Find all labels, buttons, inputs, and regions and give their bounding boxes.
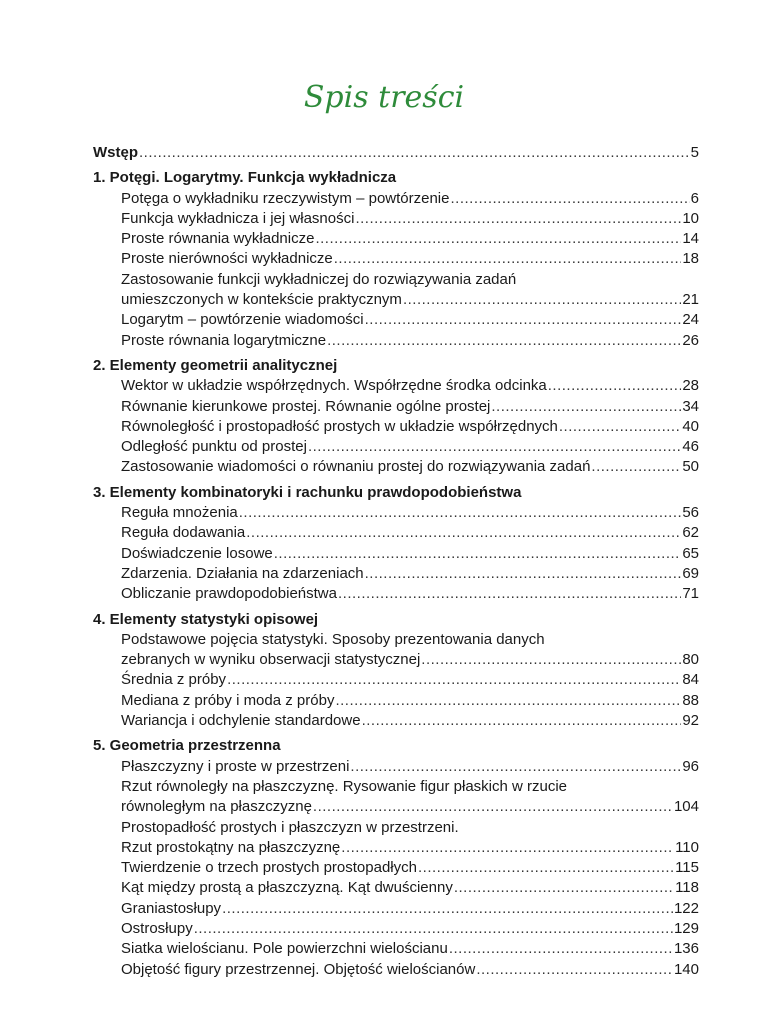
table-of-contents	[93, 143, 699, 980]
dot-leader	[559, 417, 681, 437]
toc-item-label: Proste równania wykładnicze	[121, 230, 315, 248]
toc-item-label: Reguła mnożenia	[121, 504, 238, 522]
dot-leader	[308, 437, 681, 457]
toc-item-label: Doświadczenie losowe	[121, 544, 273, 562]
dot-leader	[194, 919, 673, 939]
page-number: 115	[675, 859, 699, 877]
toc-item-label: Ostrosłupy	[121, 919, 193, 937]
dot-leader	[454, 878, 674, 898]
toc-item[interactable]	[93, 670, 699, 690]
dot-leader	[450, 189, 689, 209]
toc-item-label: Kąt między prostą a płaszczyzną. Kąt dwuścienny	[121, 879, 453, 897]
page-number: 88	[682, 691, 699, 709]
toc-item[interactable]	[93, 290, 699, 310]
page-number: 80	[682, 651, 699, 669]
page-number: 28	[682, 377, 699, 395]
toc-item[interactable]	[93, 797, 699, 817]
toc-item-label: umieszczonych w kontekście praktycznym	[121, 291, 402, 309]
dot-leader	[403, 290, 681, 310]
toc-item-label: równoległym na płaszczyznę	[121, 798, 312, 816]
dot-leader	[449, 939, 673, 959]
toc-item-line[interactable]: Podstawowe pojęcia statystyki. Sposoby prezentowania danych	[121, 630, 545, 648]
toc-item[interactable]	[93, 503, 699, 523]
toc-item[interactable]	[93, 899, 699, 919]
toc-item-label: Reguła dodawania	[121, 524, 246, 542]
page-number: 18	[682, 250, 699, 268]
toc-intro-label: Wstęp	[93, 144, 138, 161]
toc-item[interactable]	[93, 310, 699, 330]
dot-leader	[421, 650, 681, 670]
dot-leader	[222, 899, 673, 919]
dot-leader	[365, 310, 682, 330]
dot-leader	[139, 143, 690, 163]
page-number: 6	[690, 189, 699, 207]
page-number: 92	[682, 712, 699, 730]
toc-item-line[interactable]: Zastosowanie funkcji wykładniczej do rozwiązywania zadań	[121, 270, 517, 288]
toc-item-label: Proste nierówności wykładnicze	[121, 250, 333, 268]
page-number: 129	[673, 919, 699, 937]
dot-leader	[334, 249, 682, 269]
toc-item-line[interactable]: Prostopadłość prostych i płaszczyzn w przestrzeni.	[121, 818, 459, 836]
page-number: 24	[682, 311, 699, 329]
toc-item-label: Twierdzenie o trzech prostych prostopadłych	[121, 859, 417, 877]
toc-item-label: Logarytm – powtórzenie wiadomości	[121, 311, 364, 329]
toc-item[interactable]	[93, 939, 699, 959]
page-number: 84	[682, 671, 699, 689]
page-number: 10	[682, 209, 699, 227]
toc-item-label: Zdarzenia. Działania na zdarzeniach	[121, 564, 364, 582]
toc-item-label: Obliczanie prawdopodobieństwa	[121, 585, 337, 603]
toc-item[interactable]	[93, 960, 699, 980]
dot-leader	[313, 797, 673, 817]
dot-leader	[362, 711, 682, 731]
toc-item-label: Funkcja wykładnicza i jej własności	[121, 209, 355, 227]
toc-item[interactable]	[93, 417, 699, 437]
page-number: 46	[682, 438, 699, 456]
toc-intro[interactable]	[93, 143, 699, 163]
toc-item-label: Graniastosłupy	[121, 899, 222, 917]
page-number: 122	[673, 899, 699, 917]
toc-item-label: Siatka wielościanu. Pole powierzchni wielościanu	[121, 940, 448, 958]
page-number: 69	[682, 564, 699, 582]
toc-item[interactable]	[93, 858, 699, 878]
toc-item-label: Zastosowanie wiadomości o równaniu prostej do rozwiązywania zadań	[121, 458, 591, 476]
toc-item-label: Mediana z próby i moda z próby	[121, 691, 335, 709]
dot-leader	[418, 858, 674, 878]
dot-leader	[350, 757, 681, 777]
toc-item[interactable]	[93, 919, 699, 939]
toc-item[interactable]	[93, 229, 699, 249]
toc-item[interactable]	[93, 564, 699, 584]
toc-item[interactable]	[93, 757, 699, 777]
toc-item[interactable]	[93, 691, 699, 711]
page-number: 96	[682, 757, 699, 775]
page-number: 110	[675, 838, 699, 856]
page-number: 62	[682, 524, 699, 542]
toc-item-label: Wektor w układzie współrzędnych. Współrzędne środka odcinka	[121, 377, 547, 395]
dot-leader	[239, 503, 682, 523]
toc-item-label: Odległość punktu od prostej	[121, 438, 307, 456]
toc-item[interactable]	[93, 650, 699, 670]
dot-leader	[591, 457, 681, 477]
page-number: 21	[682, 291, 699, 309]
dot-leader	[274, 544, 682, 564]
dot-leader	[315, 229, 681, 249]
chapter-title[interactable]: 2. Elementy geometrii analitycznej	[93, 356, 338, 374]
page-number: 65	[682, 544, 699, 562]
chapter-title[interactable]: 3. Elementy kombinatoryki i rachunku prawdopodobieństwa	[93, 483, 522, 501]
dot-leader	[548, 376, 682, 396]
page-number: 71	[682, 585, 699, 603]
chapter-title[interactable]: 1. Potęgi. Logarytmy. Funkcja wykładnicza	[93, 169, 397, 187]
chapter-title[interactable]: 4. Elementy statystyki opisowej	[93, 610, 319, 628]
toc-item-label: Objętość figury przestrzennej. Objętość wielościanów	[121, 960, 476, 978]
toc-item-label: Potęga o wykładniku rzeczywistym – powtórzenie	[121, 189, 450, 207]
page-number: 118	[675, 879, 699, 897]
page-number: 56	[682, 504, 699, 522]
toc-item[interactable]	[93, 711, 699, 731]
toc-item-label: Równanie kierunkowe prostej. Równanie ogólne prostej	[121, 397, 491, 415]
toc-item[interactable]	[93, 878, 699, 898]
page-number: 26	[682, 331, 699, 349]
toc-item[interactable]	[93, 249, 699, 269]
page-number: 140	[673, 960, 699, 978]
toc-item-label: Równoległość i prostopadłość prostych w układzie współrzędnych	[121, 417, 558, 435]
page-number: 40	[682, 417, 699, 435]
page-number: 34	[682, 397, 699, 415]
toc-item-label: zebranych w wyniku obserwacji statystycznej	[121, 651, 421, 669]
page-number: 136	[673, 940, 699, 958]
dot-leader	[246, 523, 681, 543]
dot-leader	[365, 564, 682, 584]
toc-item-label: Płaszczyzny i proste w przestrzeni	[121, 757, 350, 775]
toc-item-line[interactable]: Rzut równoległy na płaszczyznę. Rysowanie figur płaskich w rzucie	[121, 777, 568, 795]
toc-item[interactable]	[93, 376, 699, 396]
toc-item[interactable]	[93, 209, 699, 229]
toc-item-label: Proste równania logarytmiczne	[121, 331, 327, 349]
chapter-title[interactable]: 5. Geometria przestrzenna	[93, 737, 281, 755]
toc-item-label: Wariancja i odchylenie standardowe	[121, 712, 361, 730]
dot-leader	[355, 209, 681, 229]
dot-leader	[335, 691, 681, 711]
page-number: 50	[682, 458, 699, 476]
toc-item[interactable]	[93, 189, 699, 209]
toc-item[interactable]	[93, 437, 699, 457]
toc-item-label: Rzut prostokątny na płaszczyznę	[121, 838, 341, 856]
dot-leader	[491, 397, 681, 417]
toc-item[interactable]	[93, 397, 699, 417]
page-number: 104	[673, 798, 699, 816]
toc-item[interactable]	[93, 584, 699, 604]
dot-leader	[341, 838, 674, 858]
dot-leader	[227, 670, 681, 690]
dot-leader	[327, 331, 681, 351]
toc-item[interactable]	[93, 331, 699, 351]
toc-item[interactable]	[93, 838, 699, 858]
toc-item[interactable]	[93, 544, 699, 564]
page-number: 5	[690, 144, 699, 161]
dot-leader	[476, 960, 673, 980]
dot-leader	[338, 584, 681, 604]
page-number: 14	[682, 230, 699, 248]
toc-item[interactable]	[93, 523, 699, 543]
toc-item[interactable]	[93, 457, 699, 477]
toc-item-label: Średnia z próby	[121, 671, 227, 689]
page-title: Spis treści	[303, 80, 465, 115]
